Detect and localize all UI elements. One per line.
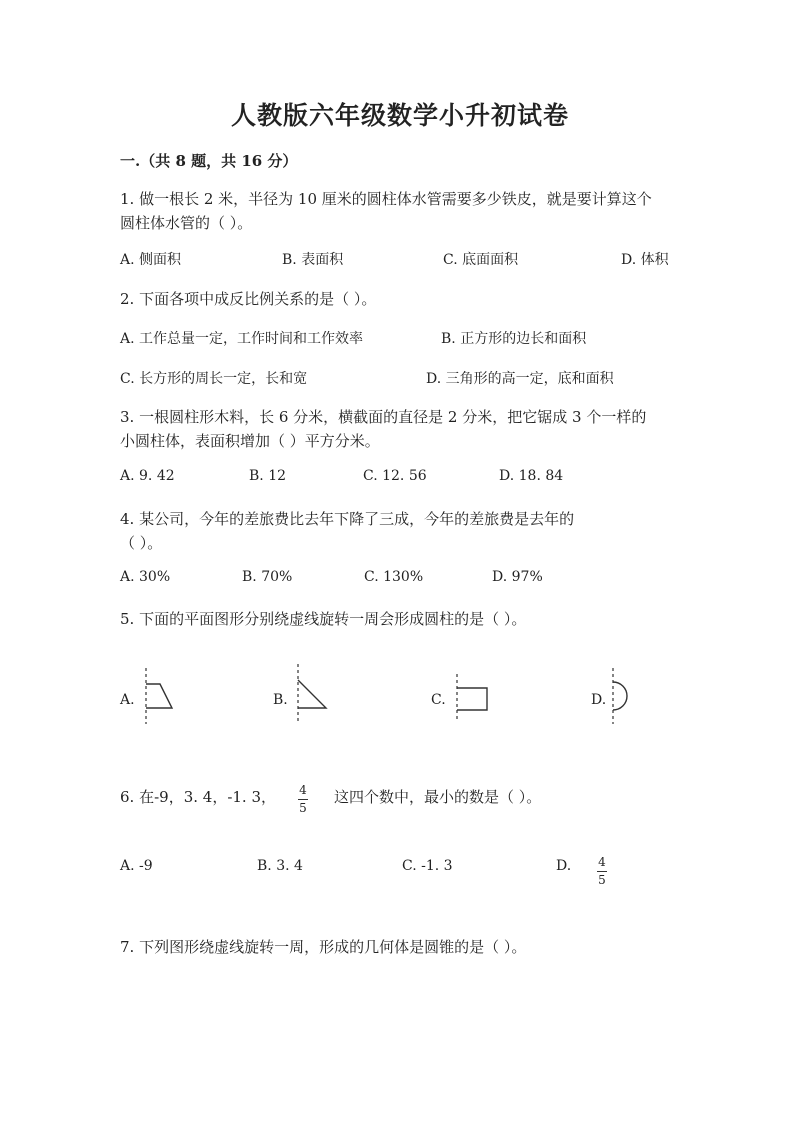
- question-2-line-1: 2. 下面各项中成反比例关系的是（ ）。: [120, 290, 377, 308]
- question-6-line-1a: 6. 在-9，3. 4，-1. 3，: [120, 788, 277, 806]
- question-1-option-d: D. 体积: [621, 252, 669, 268]
- question-6-option-c: C. -1. 3: [402, 858, 453, 874]
- question-5-option-d: D.: [591, 692, 607, 708]
- semicircle-with-dashed-axis-figure: [607, 666, 637, 726]
- section-heading: 一.（共 8 题，共 16 分）: [120, 152, 298, 170]
- semicircle-shape: [613, 682, 627, 710]
- fraction-denominator: 5: [598, 873, 606, 887]
- question-7-line-1: 7. 下列图形绕虚线旋转一周，形成的几何体是圆锥的是（ ）。: [120, 938, 527, 956]
- option-d-fraction-four-fifths: [597, 851, 607, 887]
- fraction-four-fifths: [298, 779, 308, 815]
- question-3-line-1: 3. 一根圆柱形木料，长 6 分米，横截面的直径是 2 分米，把它锯成 3 个一样的: [120, 408, 647, 426]
- question-1-line-1: 1. 做一根长 2 米，半径为 10 厘米的圆柱体水管需要多少铁皮，就是要计算这个: [120, 190, 652, 208]
- question-3-option-c: C. 12. 56: [363, 468, 427, 484]
- question-5-option-b: B.: [273, 692, 288, 708]
- fraction-bar: [597, 871, 607, 872]
- question-4-line-1: 4. 某公司，今年的差旅费比去年下降了三成，今年的差旅费是去年的: [120, 510, 575, 528]
- question-2-option-c: C. 长方形的周长一定，长和宽: [120, 371, 308, 387]
- question-5-option-a: A.: [120, 692, 135, 708]
- question-3-line-2: 小圆柱体，表面积增加（ ）平方分米。: [120, 432, 380, 450]
- question-1-line-2: 圆柱体水管的（ ）。: [120, 214, 253, 232]
- trapezoid-shape: [146, 684, 172, 708]
- question-2-option-a: A. 工作总量一定，工作时间和工作效率: [120, 331, 364, 347]
- fraction-denominator: 5: [299, 801, 307, 815]
- question-3-option-a: A. 9. 42: [120, 468, 175, 484]
- question-5-line-1: 5. 下面的平面图形分别绕虚线旋转一周会形成圆柱的是（ ）。: [120, 610, 527, 628]
- right-triangle-shape: [298, 680, 326, 708]
- question-1-option-b: B. 表面积: [282, 252, 344, 268]
- fraction-numerator: 4: [299, 783, 307, 797]
- question-2-option-d: D. 三角形的高一定，底和面积: [426, 371, 614, 387]
- fraction-bar: [298, 799, 308, 800]
- question-4-option-a: A. 30%: [120, 569, 171, 585]
- question-6-option-d: D.: [556, 858, 572, 874]
- question-4-option-c: C. 130%: [364, 569, 424, 585]
- triangle-with-dashed-axis-figure: [292, 662, 332, 726]
- question-1-option-c: C. 底面面积: [443, 252, 519, 268]
- question-4-option-b: B. 70%: [242, 569, 293, 585]
- question-6-line-1b: 这四个数中，最小的数是（ ）。: [334, 788, 542, 806]
- question-6-option-a: A. -9: [120, 858, 153, 874]
- question-3-option-b: B. 12: [249, 468, 287, 484]
- question-3-option-d: D. 18. 84: [499, 468, 564, 484]
- page-title: 人教版六年级数学小升初试卷: [230, 101, 569, 130]
- question-1-option-a: A. 侧面积: [120, 252, 182, 268]
- trapezoid-with-dashed-axis-figure: [140, 666, 180, 726]
- rectangle-shape: [457, 688, 487, 710]
- question-4-option-d: D. 97%: [492, 569, 543, 585]
- question-2-option-b: B. 正方形的边长和面积: [441, 331, 587, 347]
- question-5-option-c: C.: [431, 692, 446, 708]
- question-6-option-b: B. 3. 4: [257, 858, 303, 874]
- fraction-numerator: 4: [598, 855, 606, 869]
- question-4-line-2: （ ）。: [120, 534, 163, 552]
- rectangle-with-dashed-axis-figure: [451, 672, 491, 722]
